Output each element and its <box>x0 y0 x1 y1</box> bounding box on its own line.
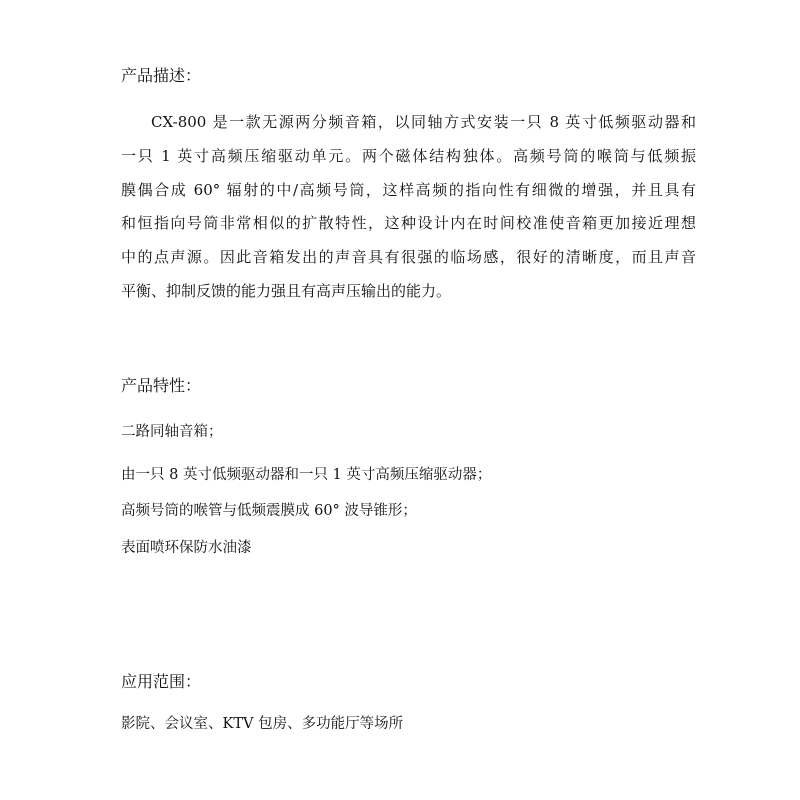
description-paragraph <box>121 106 696 309</box>
feature-item: 由一只 8 英寸低频驱动器和一只 1 英寸高频压缩驱动器； <box>121 467 492 483</box>
description-line: 一只 1 英寸高频压缩驱动单元。两个磁体结构独体。高频号筒的喉筒与低频振 <box>121 146 696 165</box>
feature-item: 表面喷环保防水油漆 <box>121 540 252 556</box>
description-line: 和恒指向号筒非常相似的扩散特性，这种设计内在时间校准使音箱更加接近理想 <box>121 214 696 233</box>
description-heading: 产品描述： <box>121 66 202 85</box>
description-line: 膜偶合成 60° 辐射的中/高频号筒，这样高频的指向性有细微的增强，并且具有 <box>121 180 696 199</box>
features-heading: 产品特性： <box>121 376 202 395</box>
applications-heading: 应用范围： <box>121 672 202 691</box>
applications-text: 影院、会议室、KTV 包房、多功能厅等场所 <box>121 716 404 732</box>
feature-item: 高频号筒的喉管与低频震膜成 60° 波导锥形； <box>121 503 417 519</box>
description-line: 中的点声源。因此音箱发出的声音具有很强的临场感，很好的清晰度，而且声音 <box>121 248 696 267</box>
feature-item: 二路同轴音箱； <box>121 424 223 440</box>
description-line: 平衡、抑制反馈的能力强且有高声压输出的能力。 <box>121 281 452 300</box>
description-line: CX-800 是一款无源两分频音箱，以同轴方式安装一只 8 英寸低频驱动器和 <box>151 113 696 131</box>
